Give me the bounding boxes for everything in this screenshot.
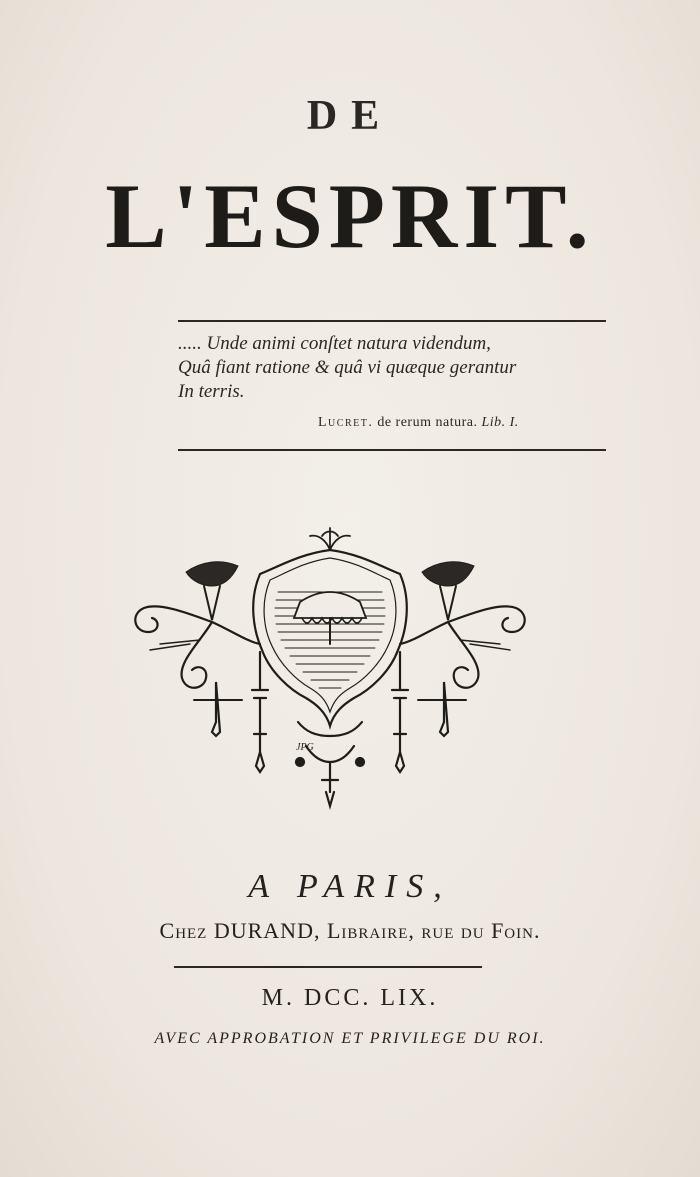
epigraph-line-1: ..... Unde animi conſtet natura videndum,	[178, 333, 491, 354]
rule-bottom	[178, 449, 606, 451]
epigraph-line-3: In terris.	[178, 381, 245, 402]
printers-ornament-icon	[130, 522, 530, 817]
title-small: DE	[306, 93, 394, 139]
rule-imprint	[174, 966, 482, 968]
epigraph-line-2: Quâ fiant ratione & quâ vi quæque gerantur	[178, 357, 517, 378]
book-title: L'ESPRIT.	[105, 165, 595, 267]
citation-work: de rerum natura.	[377, 415, 478, 430]
imprint-date: M. DCC. LIX.	[261, 985, 439, 1011]
epigraph-citation	[318, 415, 519, 431]
rule-top	[178, 320, 606, 322]
imprint-city: A PARIS,	[248, 868, 452, 905]
citation-book: Lib. I.	[481, 415, 519, 430]
ornament-monogram: JPG	[296, 742, 314, 753]
privilege-line: AVEC APPROBATION ET PRIVILEGE DU ROI.	[154, 1030, 546, 1047]
imprint-publisher: Chez DURAND, Libraire, rue du Foin.	[159, 918, 541, 943]
citation-author: Lucret.	[318, 415, 374, 430]
epigraph	[178, 332, 608, 404]
